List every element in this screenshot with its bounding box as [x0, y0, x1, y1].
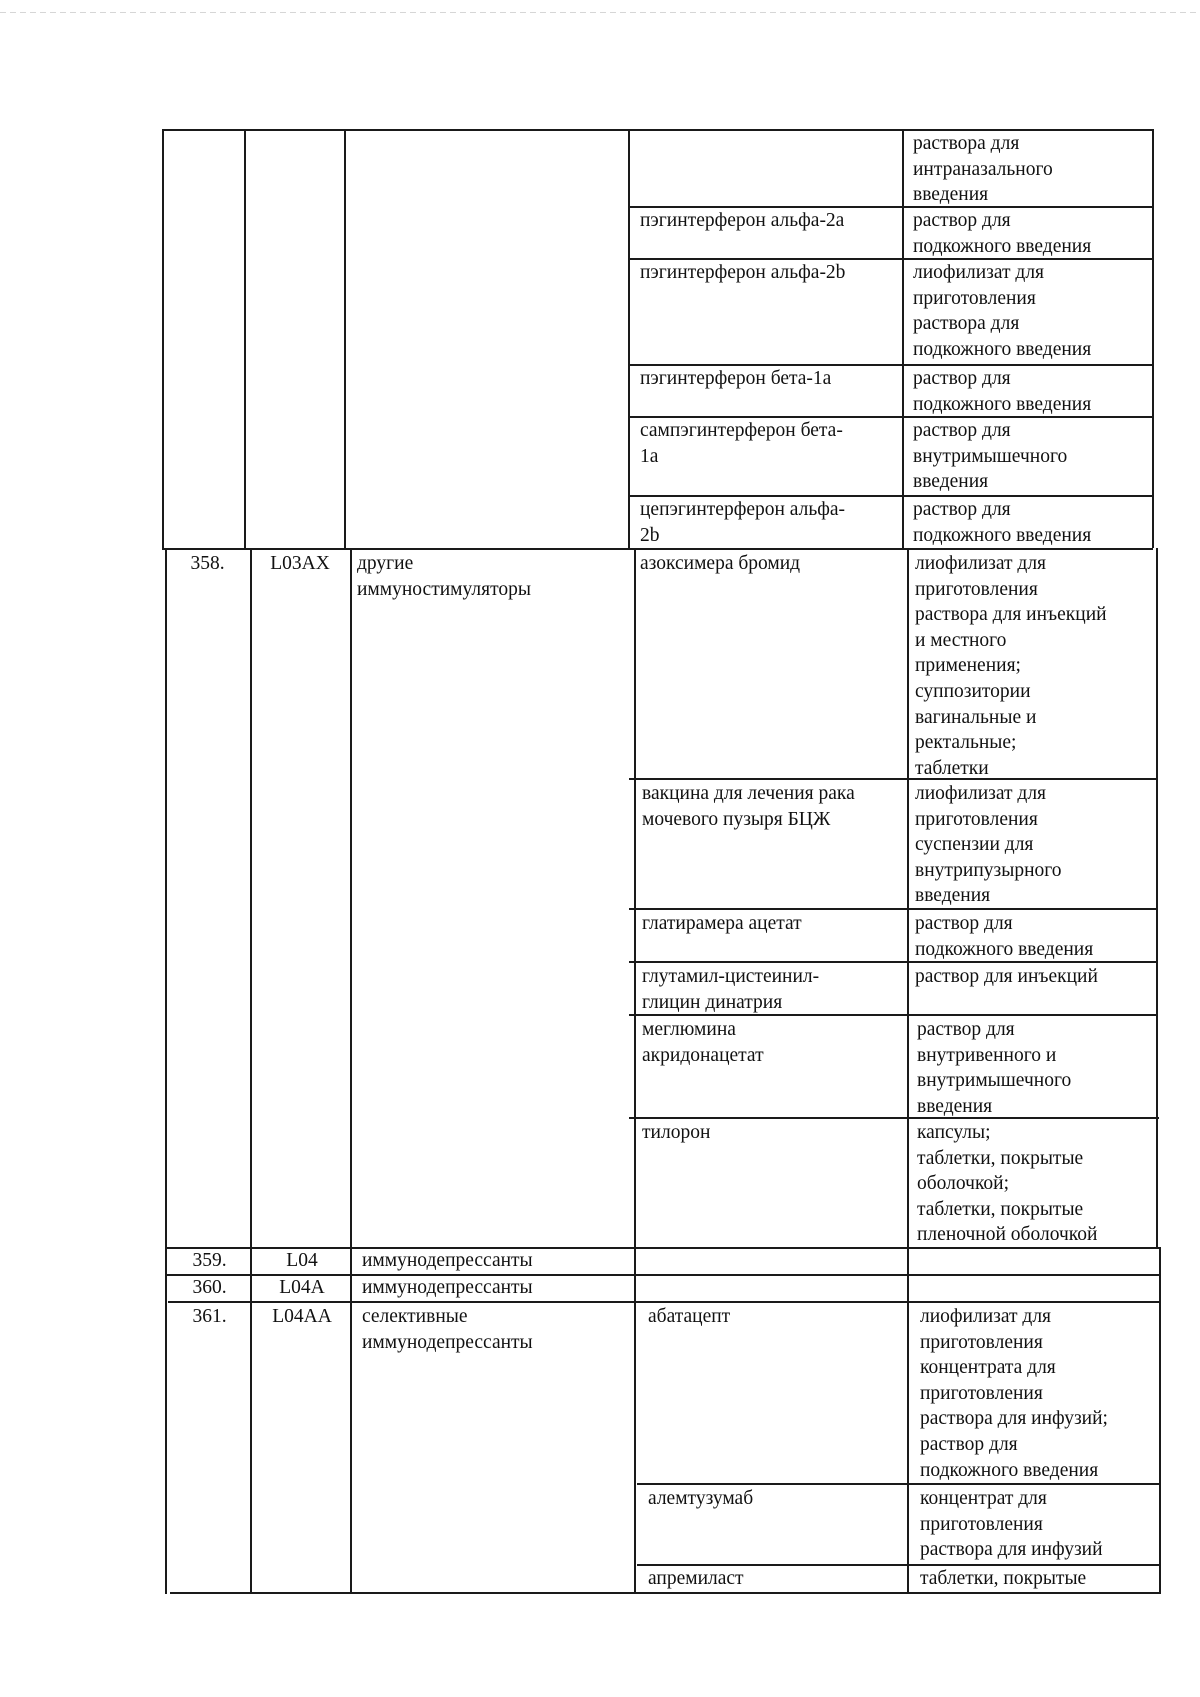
dosage-form: раствор для подкожного введения	[915, 913, 1094, 960]
table-rule	[629, 908, 1157, 910]
table-rule	[350, 548, 352, 1594]
table-rule	[244, 129, 246, 548]
group-name: другие иммуностимуляторы	[357, 553, 531, 600]
drug-name: пэгинтерферон бета-1a	[640, 368, 832, 389]
dosage-form: раствор для инъекций	[915, 966, 1098, 987]
table-rule	[162, 129, 164, 548]
group-name: иммунодепрессанты	[362, 1250, 533, 1271]
table-rule	[162, 548, 1153, 550]
row-number: 360.	[192, 1277, 227, 1298]
table-rule	[1159, 1247, 1161, 1594]
table-rule	[628, 129, 630, 548]
table-rule	[634, 548, 636, 1594]
drug-name: вакцина для лечения рака мочевого пузыря БЦЖ	[642, 783, 855, 830]
drug-name: меглюмина акридонацетат	[642, 1019, 764, 1066]
table-rule	[637, 1483, 1161, 1485]
row-number: 358.	[190, 553, 225, 574]
drug-name: глатирамера ацетат	[642, 913, 802, 934]
drug-name: пэгинтерферон альфа-2a	[640, 210, 845, 231]
atc-code: L04A	[279, 1277, 325, 1298]
drug-name: абатацепт	[648, 1306, 731, 1327]
table-rule	[1156, 548, 1158, 1249]
dosage-form: раствор для подкожного введения	[913, 499, 1092, 546]
drug-name: тилорон	[642, 1122, 711, 1143]
table-rule	[165, 548, 167, 1594]
drug-name: алемтузумаб	[648, 1488, 754, 1509]
table-rule	[344, 129, 346, 548]
dosage-form: лиофилизат для приготовления суспензии для внутрипузырного введения	[915, 783, 1062, 907]
table-rule	[902, 129, 904, 548]
dosage-form: таблетки, покрытые	[920, 1568, 1087, 1589]
table-rule	[907, 548, 909, 1594]
drug-name: азоксимера бромид	[640, 553, 801, 574]
drug-name: пэгинтерферон альфа-2b	[640, 262, 846, 283]
dosage-form: раствор для внутримышечного введения	[913, 420, 1068, 493]
group-name: селективные иммунодепрессанты	[362, 1306, 533, 1353]
dosage-form: раствора для интраназального введения	[913, 133, 1053, 206]
drug-name: апремиласт	[648, 1568, 744, 1589]
atc-code: L03AX	[270, 553, 330, 574]
group-name: иммунодепрессанты	[362, 1277, 533, 1298]
dosage-form: лиофилизат для приготовления концентрата для приготовления раствора для инфузий; раствор для подкожного введения	[920, 1306, 1108, 1481]
dosage-form: раствор для подкожного введения	[913, 368, 1092, 415]
row-number: 359.	[192, 1250, 227, 1271]
dosage-form: капсулы; таблетки, покрытые оболочкой; таблетки, покрытые пленочной оболочкой	[917, 1122, 1098, 1246]
drug-name: цепэгинтерферон альфа- 2b	[640, 499, 846, 546]
atc-code: L04AA	[272, 1306, 332, 1327]
atc-code: L04	[286, 1250, 318, 1271]
dosage-form: раствор для внутривенного и внутримышечного введения	[917, 1019, 1072, 1117]
table-rule	[250, 548, 252, 1594]
drug-name: сампэгинтерферон бета- 1a	[640, 420, 843, 467]
dosage-form: лиофилизат для приготовления раствора для инъекций и местного применения; суппозитории вагинальные и ректальные; таблетки	[915, 553, 1107, 779]
dosage-form: концентрат для приготовления раствора для инфузий	[920, 1488, 1103, 1561]
dosage-form: лиофилизат для приготовления раствора для подкожного введения	[913, 262, 1092, 360]
table-rule	[1152, 129, 1154, 548]
table-rule	[168, 1301, 1160, 1303]
table-rule	[170, 1592, 1161, 1594]
table-rule	[629, 1117, 1159, 1119]
dosage-form: раствор для подкожного введения	[913, 210, 1092, 257]
drug-name: глутамил-цистеинил- глицин динатрия	[642, 966, 820, 1013]
row-number: 361.	[192, 1306, 227, 1327]
